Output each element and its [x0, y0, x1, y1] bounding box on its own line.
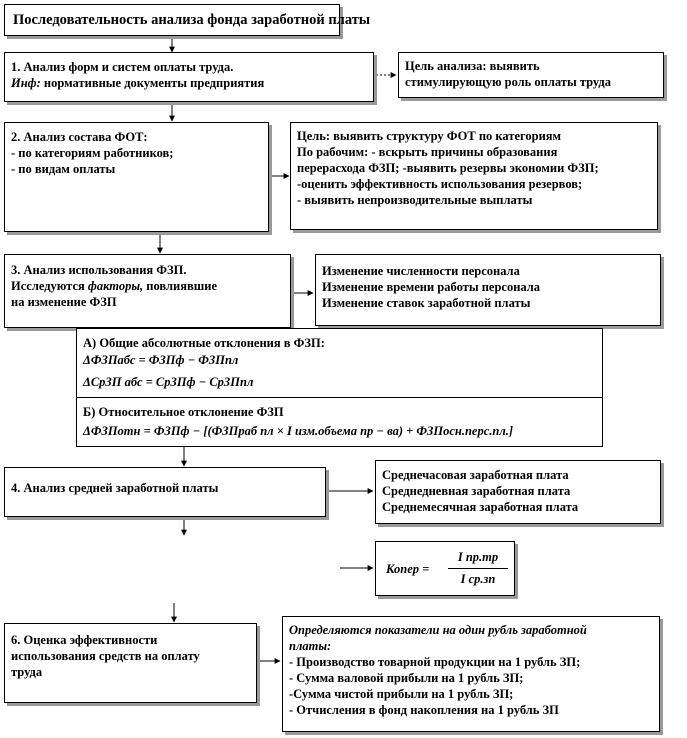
step3-factors-word: факторы, [87, 279, 144, 293]
avg-line3: Среднемесячная заработная плата [382, 500, 579, 514]
step6-line2: использования средств на оплату [11, 649, 200, 663]
goal1-line1: Цель анализа: выявить [405, 59, 540, 73]
absolute-formula-1: ΔФЗПабс = ФЗПф − ФЗПпл [83, 353, 239, 367]
indicators-item-1: - Производство товарной продукции на 1 рубль ЗП; [289, 655, 581, 669]
step2-line2: - по категориям работников; [11, 146, 174, 160]
factors-box [315, 254, 661, 326]
relative-deviation-box [76, 397, 603, 447]
step2-line3: - по видам оплаты [11, 162, 116, 176]
kfor-fraction-bar [448, 568, 508, 569]
coefficient-formula-box [375, 541, 515, 596]
absolute-heading: А) Общие абсолютные отклонения в ФЗП: [83, 336, 325, 350]
absolute-formula-2: ΔСрЗП абс = СрЗПф − СрЗПпл [83, 375, 254, 389]
absolute-deviation-box [76, 328, 603, 398]
average-wage-box [375, 460, 661, 524]
step3-line2-c: повлиявшие [143, 279, 218, 293]
avg-line1: Среднечасовая заработная плата [382, 468, 569, 482]
page-title: Последовательность анализа фонда заработной платы [13, 12, 371, 28]
factors-line2: Изменение времени работы персонала [322, 280, 541, 294]
step3-line3: на изменение ФЗП [11, 295, 117, 309]
factors-line1: Изменение численности персонала [322, 264, 520, 278]
step1-line2 [11, 75, 367, 91]
step3-line2 [11, 278, 284, 294]
title-box [4, 4, 371, 36]
kfor-lhs: Копер = [386, 562, 430, 576]
indicators-box [282, 616, 660, 732]
step1-line1: 1. Анализ форм и систем оплаты труда. [11, 60, 234, 74]
step4-line1: 4. Анализ средней заработной платы [11, 481, 219, 495]
step2-box [4, 122, 269, 232]
step3-box [4, 254, 291, 328]
goal2-line5: - выявить непроизводительные выплаты [297, 193, 533, 207]
indicators-heading-2: платы: [289, 639, 332, 653]
relative-heading: Б) Относительное отклонение ФЗП [83, 405, 284, 419]
goal1-box [398, 52, 664, 98]
goal2-line2: По рабочим: - вскрыть причины образования [297, 145, 558, 159]
kfor-numerator: I пр.тр [457, 550, 499, 564]
avg-line2: Среднедневная заработная плата [382, 484, 571, 498]
indicators-item-3: -Сумма чистой прибыли на 1 рубль ЗП; [289, 687, 514, 701]
step3-line2-a: Исследуются [11, 279, 88, 293]
relative-formula: ΔФЗПотн = ФЗПф − [(ФЗПраб пл × I изм.объема пр − ва) + ФЗПосн.перс.пл.] [83, 424, 514, 438]
step6-box [4, 623, 257, 703]
step6-line3: труда [11, 665, 43, 679]
step4-box [4, 467, 326, 517]
step6-line1: 6. Оценка эффективности [11, 633, 158, 647]
step3-line1: 3. Анализ использования ФЗП. [11, 263, 187, 277]
step1-info-label: Инф: [11, 76, 41, 90]
goal1-line2: стимулирующую роль оплаты труда [405, 75, 611, 89]
indicators-heading-1: Определяются показатели на один рубль заработной [289, 623, 587, 637]
goal2-line1: Цель: выявить структуру ФОТ по категориям [297, 129, 562, 143]
kfor-denominator: I ср.зп [460, 572, 496, 586]
step1-box [4, 52, 374, 102]
indicators-item-4: - Отчисления в фонд накопления на 1 рубль ЗП [289, 703, 559, 717]
goal2-box [290, 122, 658, 230]
step2-line1: 2. Анализ состава ФОТ: [11, 130, 148, 144]
goal2-line4: -оценить эффективность использования резервов; [297, 177, 583, 191]
goal2-line3: перерасхода ФЗП; -выявить резервы экономии ФЗП; [297, 161, 599, 175]
indicators-item-2: - Сумма валовой прибыли на 1 рубль ЗП; [289, 671, 524, 685]
factors-line3: Изменение ставок заработной платы [322, 296, 531, 310]
step1-info-text: нормативные документы предприятия [40, 76, 265, 90]
